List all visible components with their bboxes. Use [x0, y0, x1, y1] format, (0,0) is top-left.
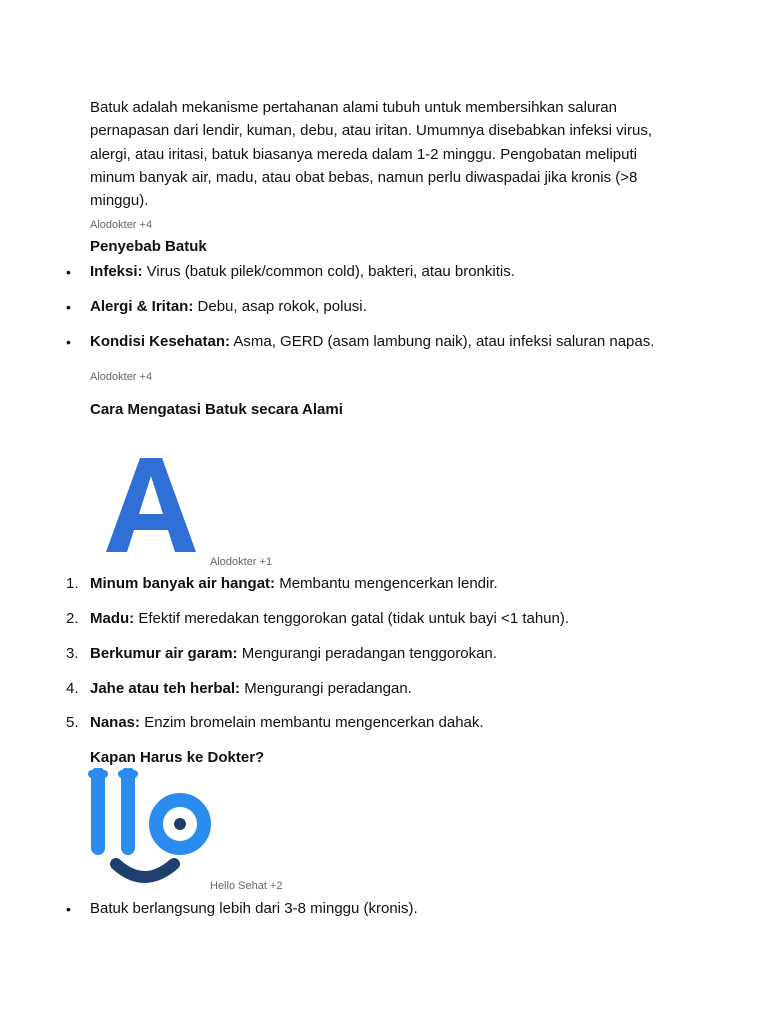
list-number: 4.	[66, 680, 79, 697]
hello-sehat-logo-icon	[88, 768, 214, 888]
item-label: Jahe atau teh herbal:	[90, 680, 241, 697]
item-text: Mengurangi peradangan.	[240, 680, 412, 697]
item-text: Mengurangi peradangan tenggorokan.	[237, 645, 497, 662]
item-text: Efektif meredakan tenggorokan gatal (tidak untuk bayi <1 tahun).	[134, 610, 570, 627]
intro-paragraph: Batuk adalah mekanisme pertahanan alami tubuh untuk membersihkan saluran pernapasan dari lendir, kuman, debu, atau iritan. Umumnya disebabkan infeksi virus, alergi, atau iritasi, batuk biasanya mereda dalam 1-2 minggu. Pengobatan meliputi minum banyak air, madu, atau obat bebas, namun perlu diwaspadai jika kronis (>8 minggu).	[90, 99, 652, 210]
bullet: •	[66, 299, 71, 315]
list-number: 5.	[66, 714, 79, 731]
item-label: Nanas:	[90, 714, 141, 731]
item-text: Asma, GERD (asam lambung naik), atau infeksi saluran napas.	[230, 333, 655, 350]
source-citation[interactable]: Alodokter +4	[90, 219, 153, 231]
item-label: Minum banyak air hangat:	[90, 575, 276, 592]
source-citation[interactable]: Alodokter +4	[90, 371, 153, 383]
item-label: Infeksi:	[90, 263, 143, 280]
list-number: 2.	[66, 610, 79, 627]
item-label: Madu:	[90, 610, 135, 627]
item-text: Membantu mengencerkan lendir.	[275, 575, 498, 592]
list-number: 3.	[66, 645, 79, 662]
bullet: •	[66, 901, 71, 917]
item-text: Debu, asap rokok, polusi.	[193, 298, 367, 315]
bullet: •	[66, 264, 71, 280]
item-label: Alergi & Iritan:	[90, 298, 194, 315]
item-text: Enzim bromelain membantu mengencerkan dahak.	[140, 714, 484, 731]
list-number: 1.	[66, 575, 79, 592]
source-citation[interactable]: Alodokter +1	[210, 556, 273, 568]
causes-heading: Penyebab Batuk	[90, 238, 207, 255]
item-label: Kondisi Kesehatan:	[90, 333, 231, 350]
source-citation[interactable]: Hello Sehat +2	[210, 880, 283, 892]
item-text: Virus (batuk pilek/common cold), bakteri, atau bronkitis.	[142, 263, 515, 280]
doctor-heading: Kapan Harus ke Dokter?	[90, 749, 265, 766]
bullet: •	[66, 334, 71, 350]
item-text: Batuk berlangsung lebih dari 3-8 minggu (kronis).	[90, 900, 418, 917]
item-label: Berkumur air garam:	[90, 645, 238, 662]
remedies-heading: Cara Mengatasi Batuk secara Alami	[90, 401, 343, 418]
alodokter-logo-icon	[104, 456, 198, 554]
